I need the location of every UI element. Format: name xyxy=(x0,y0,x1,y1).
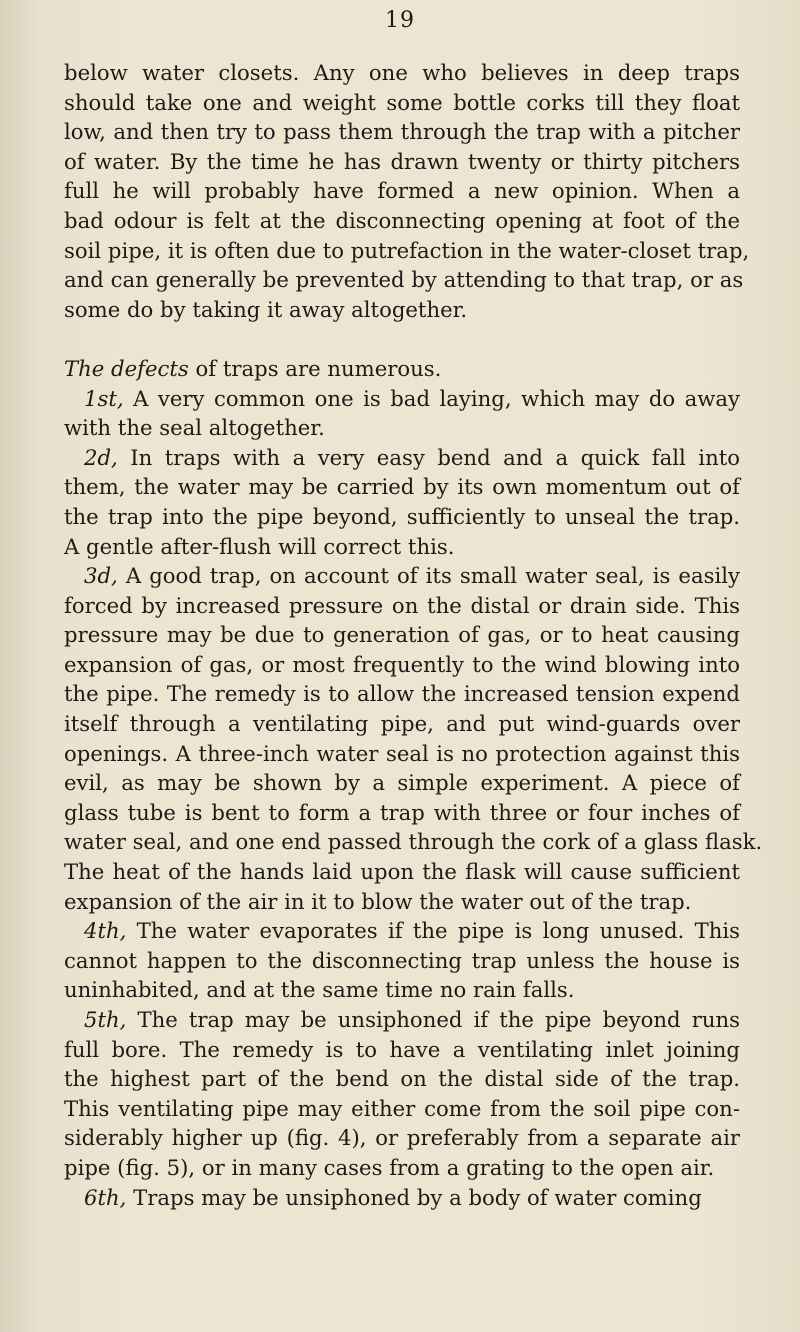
text-line: them, the water may be carried by its own momentum out of xyxy=(64,474,740,500)
text-line xyxy=(64,1005,740,1035)
text-line: the trap into the pipe beyond, sufficiently to unseal the trap. xyxy=(64,503,740,529)
defect-text: In traps with a very easy bend and a quick fall into xyxy=(117,444,740,470)
defect-marker: 2d, xyxy=(84,444,118,470)
text-line: the highest part of the bend on the distal side of the trap. xyxy=(64,1066,740,1092)
defect-text: A very common one is bad laying, which may do away xyxy=(123,385,740,411)
text-line: soil pipe, it is often due to putrefaction in the water-closet trap, xyxy=(64,237,750,263)
defects-heading-rest: of traps are numerous. xyxy=(188,355,442,381)
defect-marker: 4th, xyxy=(84,918,127,944)
text-line: some do by taking it away altogether. xyxy=(64,296,468,322)
defect-item-5 xyxy=(64,1005,740,1183)
text-line xyxy=(64,384,740,414)
defect-item-4 xyxy=(64,916,740,1005)
text-line xyxy=(64,1183,740,1213)
text-line: This ventilating pipe may either come from the soil pipe con- xyxy=(64,1095,740,1121)
defects-heading xyxy=(64,354,740,384)
text-line: with the seal altogether. xyxy=(64,415,325,441)
text-line: full bore. The remedy is to have a ventilating inlet joining xyxy=(64,1036,740,1062)
paragraph-intro xyxy=(64,58,750,324)
defect-text: The trap may be unsiphoned if the pipe beyond runs xyxy=(126,1007,740,1032)
text-line: low, and then try to pass them through the trap with a pitcher xyxy=(64,119,740,145)
text-line: The heat of the hands laid upon the flask will cause sufficient xyxy=(64,859,740,885)
text-line: water seal, and one end passed through the cork of a glass flask. xyxy=(64,829,763,855)
text-line xyxy=(64,443,740,473)
text-line: should take one and weight some bottle corks till they float xyxy=(64,89,740,115)
defect-marker: 1st, xyxy=(84,385,124,411)
text-line: forced by increased pressure on the distal or drain side. This xyxy=(64,592,740,618)
text-line: expansion of gas, or most frequently to the wind blowing into xyxy=(64,651,740,677)
text-line: below water closets. Any one who believes in deep traps xyxy=(64,60,740,85)
defect-text: The water evaporates if the pipe is long unused. This xyxy=(126,918,740,944)
text-line: full he will probably have formed a new opinion. When a xyxy=(64,178,740,204)
defect-item-1 xyxy=(64,384,740,443)
text-line: pressure may be due to generation of gas, or to heat causing xyxy=(64,622,740,648)
defect-text: A good trap, on account of its small water seal, is easily xyxy=(117,563,740,589)
defect-item-2 xyxy=(64,443,740,561)
text-line: pipe (fig. 5), or in many cases from a grating to the open air. xyxy=(64,1154,715,1180)
defect-item-6 xyxy=(64,1183,740,1213)
text-line: of water. By the time he has drawn twenty or thirty pitchers xyxy=(64,148,740,174)
text-line xyxy=(64,561,740,591)
defect-marker: 6th, xyxy=(84,1184,127,1210)
text-line: glass tube is bent to form a trap with three or four inches of xyxy=(64,799,740,825)
text-line: and can generally be prevented by attending to that trap, or as xyxy=(64,267,744,293)
text-line: bad odour is felt at the disconnecting opening at foot of the xyxy=(64,207,740,233)
paragraph-gap xyxy=(64,324,740,354)
text-line: cannot happen to the disconnecting trap unless the house is xyxy=(64,947,740,973)
page-number: 19 xyxy=(385,8,415,33)
text-line: expansion of the air in it to blow the water out of the trap. xyxy=(64,888,692,914)
defect-item-3 xyxy=(64,561,763,916)
text-line: A gentle after-flush will correct this. xyxy=(64,533,455,559)
body-text xyxy=(64,58,763,1212)
text-line: siderably higher up (fig. 4), or preferably from a separate air xyxy=(64,1125,740,1151)
text-line: openings. A three-inch water seal is no protection against this xyxy=(64,740,740,766)
text-line: uninhabited, and at the same time no rain falls. xyxy=(64,977,575,1003)
text-line: the pipe. The remedy is to allow the increased tension expend xyxy=(64,681,740,707)
defect-text: Traps may be unsiphoned by a body of water coming xyxy=(126,1184,702,1210)
defect-marker: 3d, xyxy=(84,563,118,589)
text-line: evil, as may be shown by a simple experiment. A piece of xyxy=(64,770,740,796)
defect-marker: 5th, xyxy=(84,1007,127,1032)
text-line: itself through a ventilating pipe, and put wind-guards over xyxy=(64,711,740,737)
defects-heading-italic: The defects xyxy=(64,355,189,381)
text-line xyxy=(64,916,740,946)
